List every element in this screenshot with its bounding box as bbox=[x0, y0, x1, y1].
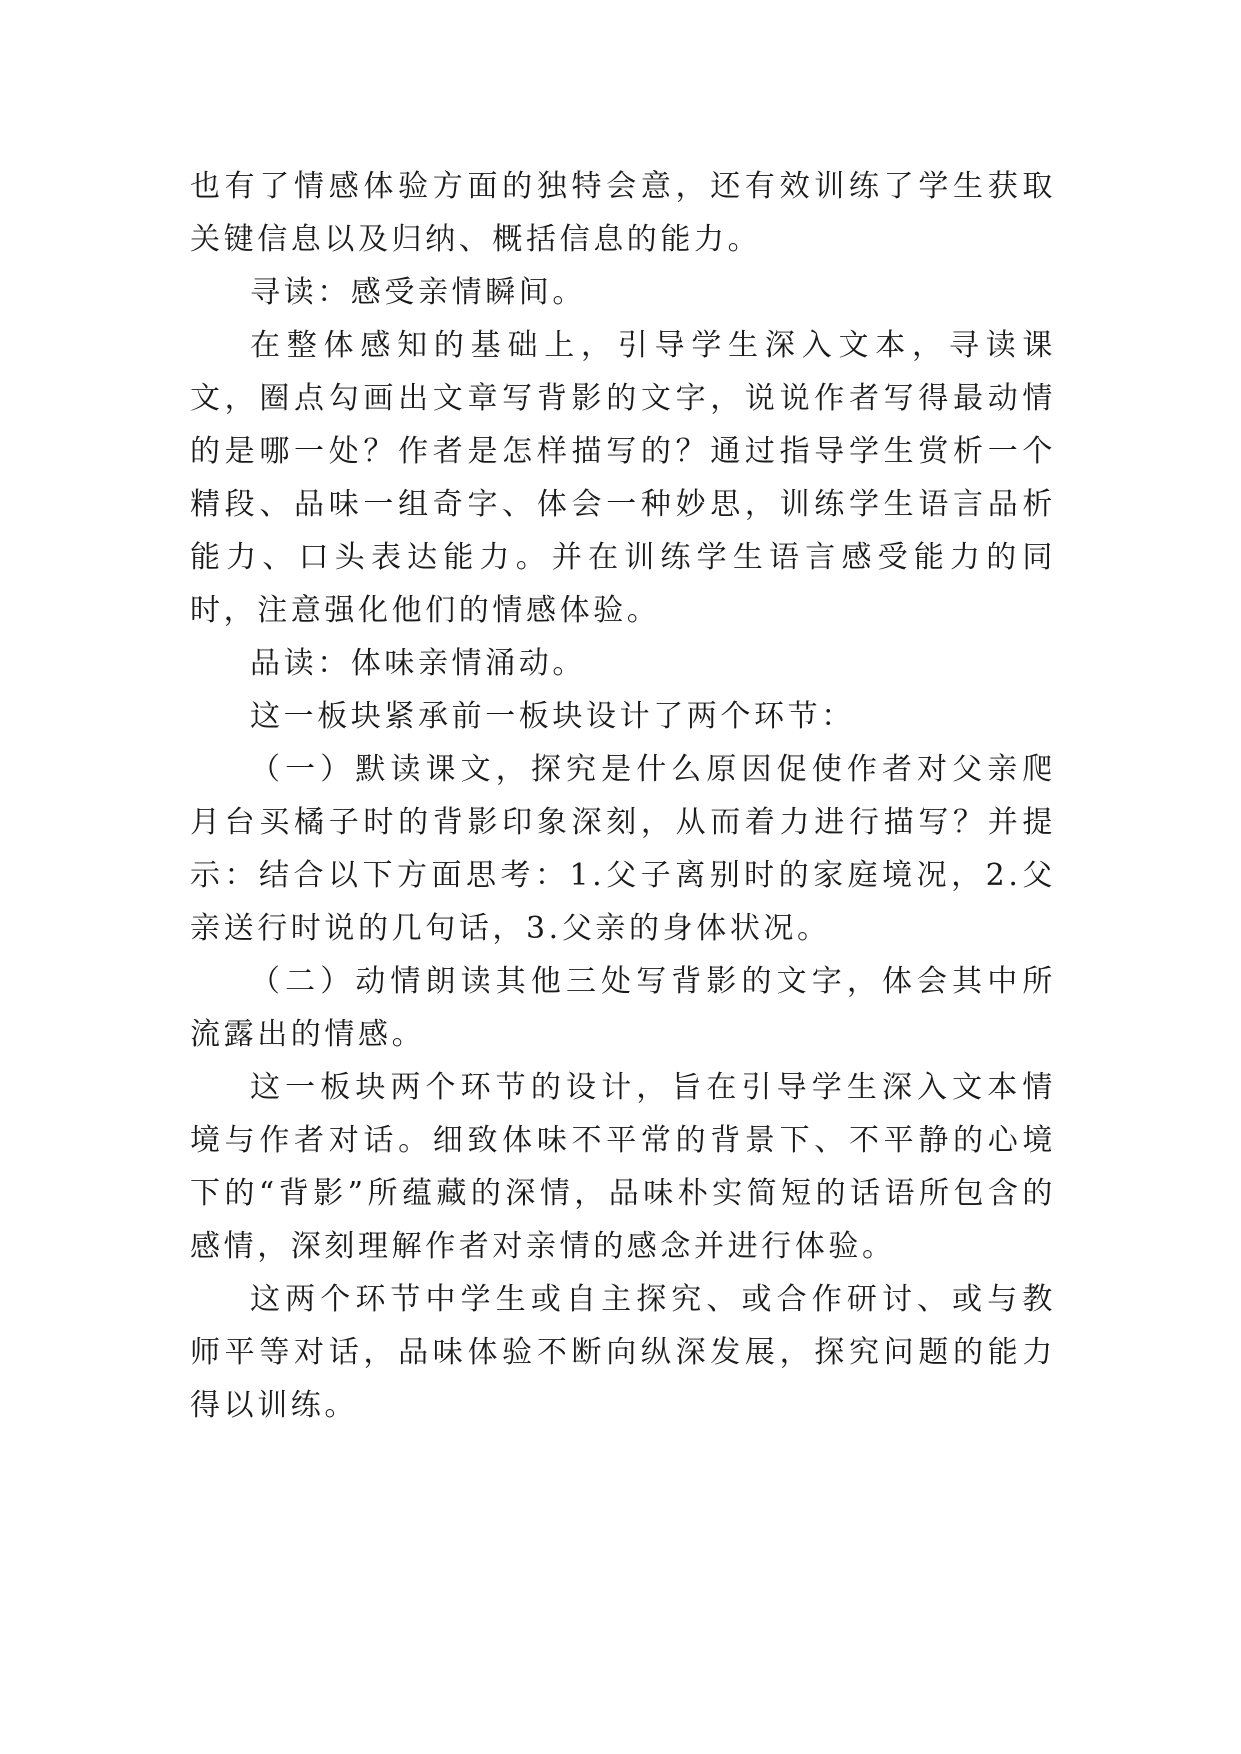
paragraph: （二）动情朗读其他三处写背影的文字，体会其中所流露出的情感。 bbox=[190, 964, 1056, 1052]
paragraph: 这两个环节中学生或自主探究、或合作研讨、或与教师平等对话，品味体验不断向纵深发展，探究问题的能力得以训练。 bbox=[190, 1282, 1056, 1423]
section-heading: 品读：体味亲情涌动。 bbox=[250, 646, 586, 681]
section-heading: 寻读：感受亲情瞬间。 bbox=[250, 275, 586, 310]
paragraph: 这一板块紧承前一板块设计了两个环节： bbox=[250, 699, 855, 734]
paragraph: 也有了情感体验方面的独特会意，还有效训练了学生获取关键信息以及归纳、概括信息的能力。 bbox=[190, 169, 1056, 257]
paragraph: 这一板块两个环节的设计，旨在引导学生深入文本情境与作者对话。细致体味不平常的背景下、不平静的心境下的“背影”所蕴藏的深情，品味朴实简短的话语所包含的感情，深刻理解作者对亲情的感念并进行体验。 bbox=[190, 1070, 1056, 1264]
paragraph: （一）默读课文，探究是什么原因促使作者对父亲爬月台买橘子时的背影印象深刻，从而着力进行描写？并提示：结合以下方面思考：1.父子离别时的家庭境况，2.父亲送行时说的几句话，3.父亲的身体状况。 bbox=[190, 752, 1056, 946]
document-page bbox=[190, 160, 1056, 1432]
paragraph: 在整体感知的基础上，引导学生深入文本，寻读课文，圈点勾画出文章写背影的文字，说说作者写得最动情的是哪一处？作者是怎样描写的？通过指导学生赏析一个精段、品味一组奇字、体会一种妙思，训练学生语言品析能力、口头表达能力。并在训练学生语言感受能力的同时，注意强化他们的情感体验。 bbox=[190, 328, 1056, 628]
